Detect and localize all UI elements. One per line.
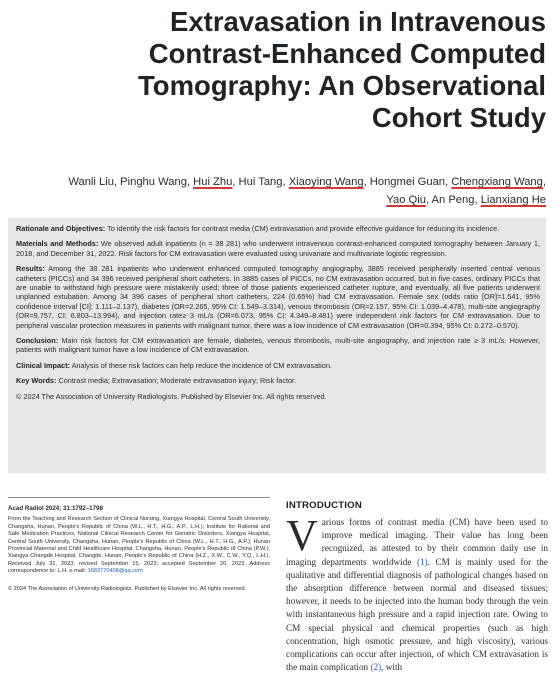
affiliation-body: From the Teaching and Research Section of Clinical Nursing, Xiangya Hospital, Central South University, Changsha, Hunan, People's Republic of China (W.L., H.T., H.G., A.P., L.H.); Institute for Rational and Safe Medication Practices, National Clinical Research Center for Geriatric Disorders, Xiangya Hospital, Central South University, Changsha, Hunan, People's Republic of China (W.L., H.T., H.G., A.P.); Hunan Provincial Maternal and Child Healthcare Hospital, Changsha, Hunan, People's Republic of China (P.W.); Xiangya Changde Hospital, Changde, Hunan, People's Republic of China (H.Z., X.W., C.W., Y.Q., L.H.). Received July 31, 2023; revised September 15, 2023; accepted September 20, 2023. Address correspondence to: L.H. e-mail: xyxy=(8,516,270,575)
intro-text: , with xyxy=(381,662,403,673)
abstract-box xyxy=(8,218,546,473)
abstract-copyright: © 2024 The Association of University Radiologists. Published by Elsevier Inc. All rights reserved. xyxy=(16,391,327,401)
section-label: Results: xyxy=(16,264,45,274)
divider xyxy=(8,497,270,498)
intro-body xyxy=(286,511,548,674)
section-text: We observed adult inpatients (n = 38 281) who underwent intravenous contrast-enhanced computed tomography between January 1, 2018, and December 31, 2022. Risk factors for CM extravasation were evaluated using univariate and multivariate logistic regression. xyxy=(16,239,541,258)
author-line-2 xyxy=(6,191,546,209)
title-line: Tomography: An Observational xyxy=(138,70,546,101)
intro-text: arious forms of contrast media (CM) have been used to improve medical imaging. Their value has long been recognized, as attested to by their common daily use in imaging departments worldwide xyxy=(286,517,548,567)
citation-link[interactable]: (2) xyxy=(370,662,382,673)
author-highlighted: Yao Qiu xyxy=(386,194,426,206)
article-info xyxy=(8,505,270,593)
abstract-methods xyxy=(16,239,540,258)
author-line-1 xyxy=(6,173,546,191)
section-label: Rationale and Objectives: xyxy=(16,224,106,233)
author-text: , An Peng, xyxy=(425,194,481,206)
section-text: To identify the risk factors for contrast media (CM) extravasation and provide effective guidance for reducing its incidence. xyxy=(107,224,500,233)
author-text: , Hongmei Guan, xyxy=(363,176,452,188)
affiliation-text xyxy=(8,516,270,575)
section-text: Contrast media; Extravasation; Moderate extravasation injury; Risk factor. xyxy=(58,376,297,386)
title-line: Cohort Study xyxy=(371,102,546,133)
article-title xyxy=(76,6,546,134)
abstract-impact xyxy=(16,361,540,370)
title-line: Extravasation in Intravenous xyxy=(170,6,546,37)
author-highlighted: Lianxiang He xyxy=(480,194,546,206)
intro-text: . CM is mainly used for the qualitative and differential diagnosis of pathological changes based on the absorption difference between normal and diseased tissues; however, it needs to be injected into the human body through the vein with instantaneous high pressure and a rapid injection rate. Owing to CM special physical and chemical properties (such as high concentration, high osmotic pressure, and high viscosity), various complications can occur after injection, of which CM extravasation is the main complication xyxy=(286,556,548,673)
abstract-conclusion xyxy=(16,336,540,355)
author-highlighted: Xiaoying Wang xyxy=(288,176,364,188)
section-text: Main risk factors for CM extravasation are female, diabetes, venous thrombosis, multi-site angiography, and injection rate ≥ 3 mL/s. However, patients with malignant tumor have a low incidence of CM extravasation. xyxy=(16,336,541,355)
abstract-rationale xyxy=(16,224,540,233)
side-copyright: © 2024 The Association of University Radiologists. Published by Elsevier Inc. All rights reserved. xyxy=(8,585,247,592)
section-text: Analysis of these risk factors can help reduce the incidence of CM extravasation. xyxy=(71,360,332,370)
title-line: Contrast-Enhanced Computed xyxy=(148,38,546,69)
author-text: Wanli Liu, Pinghu Wang, xyxy=(68,176,194,188)
citation-link[interactable]: (1) xyxy=(416,556,428,567)
author-highlighted: Hui Zhu xyxy=(193,176,233,188)
section-label: Key Words: xyxy=(16,376,57,386)
section-label: Materials and Methods: xyxy=(16,239,99,249)
author-highlighted: Chengxiang Wang xyxy=(451,176,543,188)
author-text: , xyxy=(542,176,546,188)
section-text: Among the 38 281 inpatients who underwent enhanced computed tomography angiography, 3885 received peripherally inserted central venous catheters (PICCs) and 34 396 received peripheral short catheters. In 3885 cases of PICCs, no CM extravasation occurred, but in five cases, ordinary PICCs that are unable to withstand high pressure were mistakenly used; three of those patients experienced catheter rupture, and eventually, all five patients underwent unplanned extubation. Among 34 396 cases of peripheral short catheters, 224 (0.65%) had CM extravasation. Female sex (odds ratio [OR]=1.541, 95% confidence interval [CI]: 1.111–2.137), diabetes (OR=2.265, 95% CI: 1.549–3.314), venous thrombosis (OR=2.157, 95% CI: 1.039–4.478), multi-site angiography (OR=9.757, CI: 6.803–13.994), and injection rate≥ 3 mL/s (OR=6.073, 95% CI: 4.349–8.481) were independent risk factors for CM extravasation. Due to peripheral vascular protection measures in patients with malignant tumor, there was a low incidence of CM extravasation (OR=0.394, 95% CI: 0.272–0.570). xyxy=(16,264,541,330)
author-list xyxy=(6,173,546,209)
email-link[interactable]: 1683770408@qq.com xyxy=(87,568,143,575)
abstract-keywords xyxy=(16,376,540,385)
drop-cap: V xyxy=(286,511,318,560)
author-text: , Hui Tang, xyxy=(232,176,289,188)
journal-citation: Acad Radiol 2024; 31:1792–1798 xyxy=(8,505,103,512)
section-heading: INTRODUCTION xyxy=(286,500,362,511)
abstract-results xyxy=(16,264,540,330)
section-label: Clinical Impact: xyxy=(16,360,70,370)
section-label: Conclusion: xyxy=(16,336,59,346)
